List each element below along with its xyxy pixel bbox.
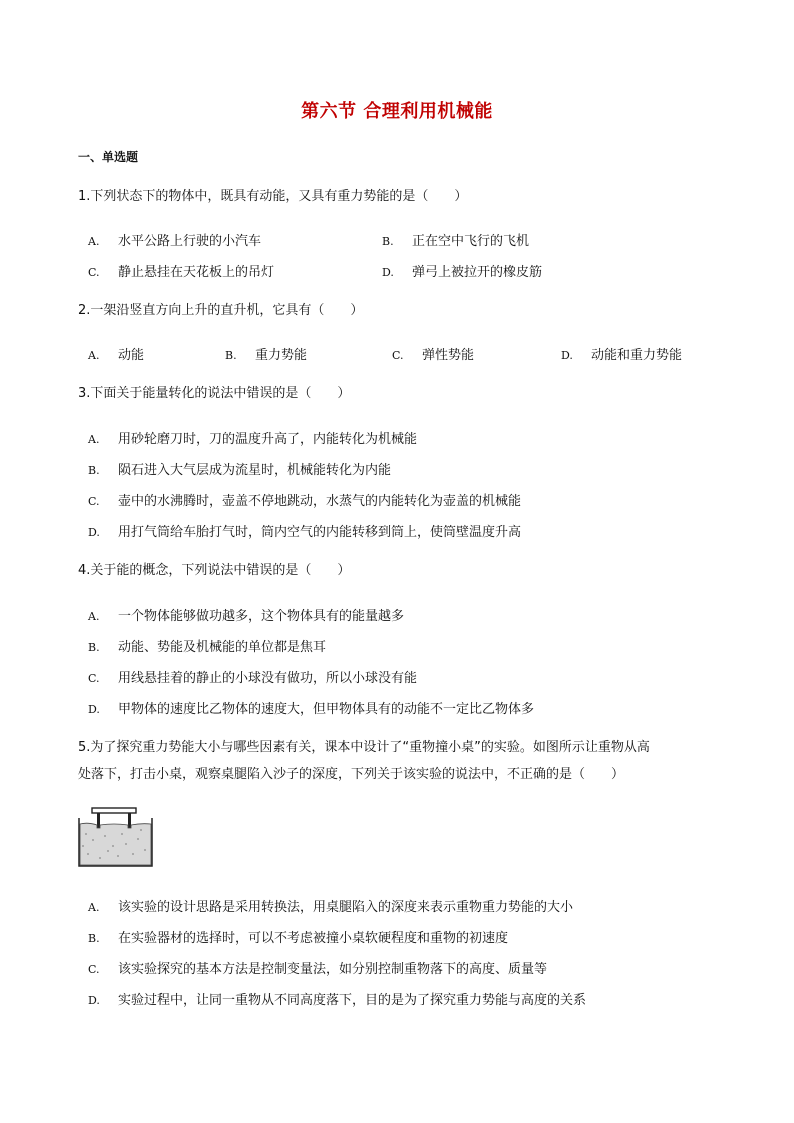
option-label: C. [392,349,404,362]
question-3-stem: 3.下面关于能量转化的说法中错误的是（ ） [78,386,351,401]
option-text: 用打气筒给车胎打气时，筒内空气的内能转移到筒上，使筒壁温度升高 [118,525,522,540]
question-3-option-b[interactable] [88,459,391,478]
question-5-option-a[interactable] [88,896,573,915]
option-text: 动能和重力势能 [591,348,683,363]
option-text: 重力势能 [255,348,308,363]
question-4-option-b[interactable] [88,636,326,655]
option-text: 该实验的设计思路是采用转换法，用桌腿陷入的深度来表示重物重力势能的大小 [118,900,574,915]
question-5-stem: 5.为了探究重力势能大小与哪些因素有关，课本中设计了“重物撞小桌”的实验。如图所示让重物从高处落下，打击小桌，观察桌腿陷入沙子的深度，下列关于该实验的说法中，不正确的是（ ） [78,740,650,782]
option-label: A. [88,349,100,362]
option-label: A. [88,235,100,248]
option-text: 实验过程中，让同一重物从不同高度落下，目的是为了探究重力势能与高度的关系 [118,993,587,1008]
page-title: 第六节 合理利用机械能 [301,101,493,122]
question-1-option-a[interactable] [88,230,261,249]
option-label: B. [88,641,100,654]
option-label: B. [382,235,394,248]
option-label: A. [88,433,100,446]
question-5-option-b[interactable] [88,927,508,946]
option-label: B. [88,932,100,945]
question-5-option-d[interactable] [88,989,586,1008]
option-text: 一个物体能够做功越多，这个物体具有的能量越多 [118,609,405,624]
option-text: 甲物体的速度比乙物体的速度大，但甲物体具有的动能不一定比乙物体多 [118,702,535,717]
option-text: 该实验探究的基本方法是控制变量法，如分别控制重物落下的高度、质量等 [118,962,548,977]
option-text: 动能 [118,348,145,363]
question-2-option-c[interactable] [392,344,474,363]
question-1-option-d[interactable] [382,261,542,280]
option-label: B. [88,464,100,477]
option-label: D. [88,526,100,539]
option-text: 弹性势能 [422,348,475,363]
option-text: 在实验器材的选择时，可以不考虑被撞小桌软硬程度和重物的初速度 [118,931,509,946]
question-2-stem: 2.一架沿竖直方向上升的直升机，它具有（ ） [78,303,364,318]
option-text: 用砂轮磨刀时，刀的温度升高了，内能转化为机械能 [118,432,418,447]
option-text: 水平公路上行驶的小汽车 [118,234,262,249]
question-4-option-a[interactable] [88,605,404,624]
option-label: A. [88,610,100,623]
section-heading: 一、单选题 [78,150,139,164]
option-label: A. [88,901,100,914]
option-text: 陨石进入大气层成为流星时，机械能转化为内能 [118,463,392,478]
option-text: 壶中的水沸腾时，壶盖不停地跳动，水蒸气的内能转化为壶盖的机械能 [118,494,522,509]
option-label: D. [88,994,100,1007]
question-2-option-b[interactable] [225,344,307,363]
option-label: C. [88,963,100,976]
option-label: C. [88,672,100,685]
question-4-option-c[interactable] [88,667,417,686]
option-label: D. [561,349,573,362]
question-1-option-c[interactable] [88,261,274,280]
question-3-option-a[interactable] [88,428,417,447]
option-label: D. [88,703,100,716]
question-5-option-c[interactable] [88,958,547,977]
table-in-sand-figure [78,806,153,868]
option-text: 用线悬挂着的静止的小球没有做功，所以小球没有能 [118,671,418,686]
option-text: 正在空中飞行的飞机 [412,234,530,249]
question-1-option-b[interactable] [382,230,529,249]
question-1-stem: 1.下列状态下的物体中，既具有动能，又具有重力势能的是（ ） [78,189,468,204]
question-2-option-d[interactable] [561,344,682,363]
option-text: 动能、势能及机械能的单位都是焦耳 [118,640,327,655]
option-text: 静止悬挂在天花板上的吊灯 [118,265,275,280]
question-4-option-d[interactable] [88,698,534,717]
option-text: 弹弓上被拉开的橡皮筋 [412,265,543,280]
question-3-option-c[interactable] [88,490,521,509]
option-label: B. [225,349,237,362]
option-label: D. [382,266,394,279]
question-4-stem: 4.关于能的概念，下列说法中错误的是（ ） [78,563,351,578]
option-label: C. [88,495,100,508]
question-3-option-d[interactable] [88,521,521,540]
question-2-option-a[interactable] [88,344,144,363]
option-label: C. [88,266,100,279]
